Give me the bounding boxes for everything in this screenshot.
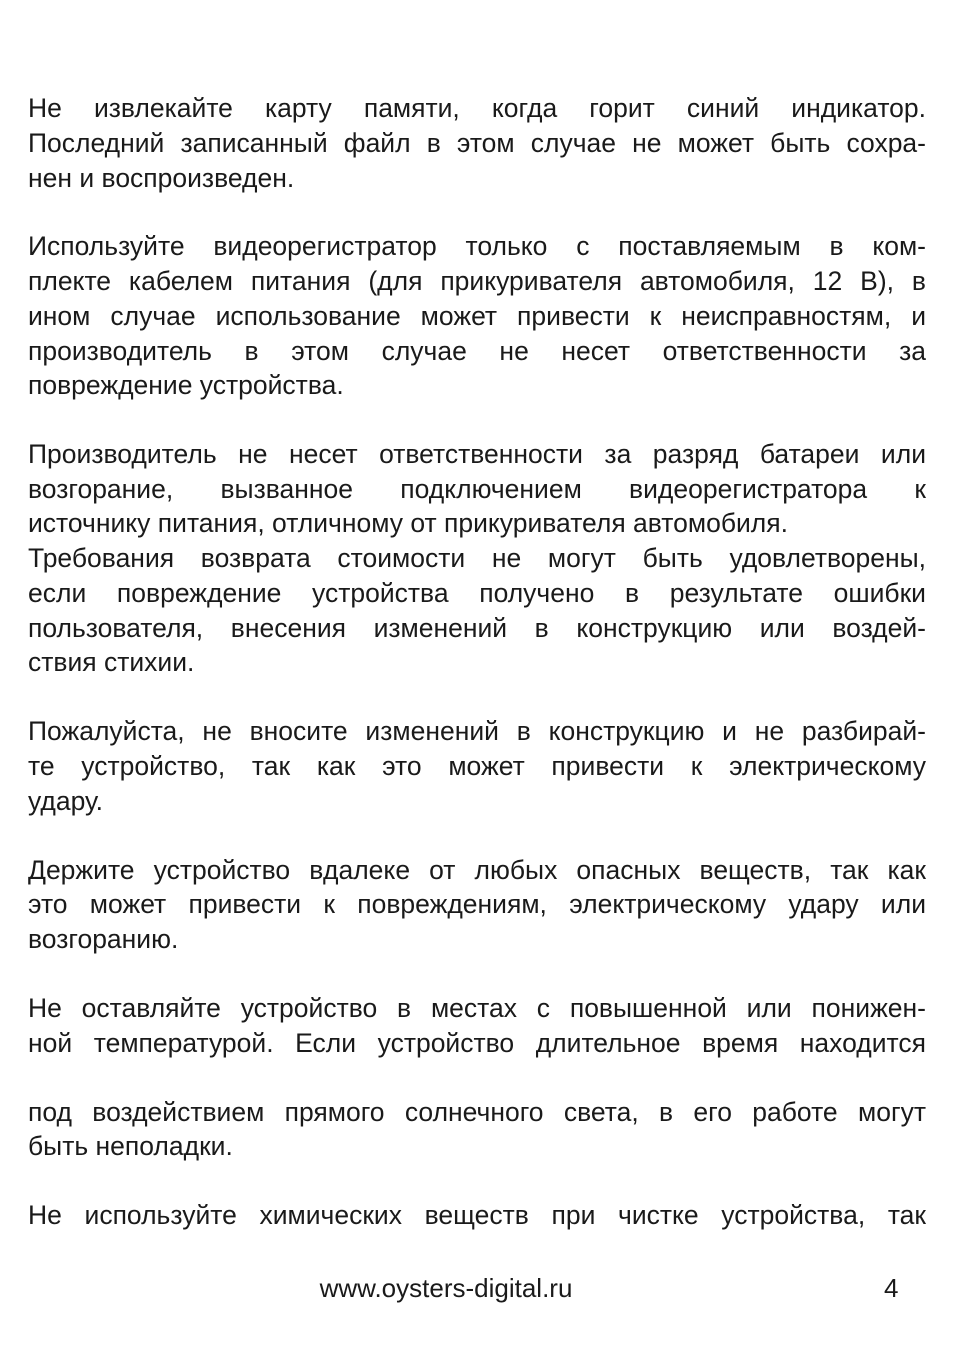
paragraph-1-line-3: нен и воспроизведен. xyxy=(28,163,295,193)
footer-website-url: www.oysters-digital.ru xyxy=(319,1273,573,1303)
paragraph-5-line-2: это может привести к повреждениям, электрическому удару или xyxy=(28,889,926,919)
paragraph-1-line-2: Последний записанный файл в этом случае не может быть сохра- xyxy=(28,128,926,158)
paragraph-6-line-2: ной температурой. Если устройство длительное время находится xyxy=(28,1028,926,1058)
paragraph-4-line-1: Пожалуйста, не вносите изменений в конструкцию и не разбирай- xyxy=(28,716,926,746)
paragraph-5-line-3: возгоранию. xyxy=(28,924,179,954)
paragraph-3-line-7: ствия стихии. xyxy=(28,647,195,677)
paragraph-2-line-2: плекте кабелем питания (для прикуривателя автомобиля, 12 В), в xyxy=(28,266,926,296)
paragraph-6-line-1: Не оставляйте устройство в местах с повышенной или понижен- xyxy=(28,993,926,1023)
paragraph-3-line-2: возгорание, вызванное подключением видеорегистратора к xyxy=(28,474,926,504)
paragraph-4-line-2: те устройство, так как это может привести к электрическому xyxy=(28,751,926,781)
paragraph-2-line-4: производитель в этом случае не несет ответственности за xyxy=(28,336,926,366)
paragraph-3-line-3: источнику питания, отличному от прикуривателя автомобиля. xyxy=(28,508,788,538)
page-number: 4 xyxy=(884,1273,899,1303)
paragraph-2-line-5: повреждение устройства. xyxy=(28,370,344,400)
paragraph-7-line-2: быть неполадки. xyxy=(28,1131,233,1161)
paragraph-3-line-5: если повреждение устройства получено в результате ошибки xyxy=(28,578,926,608)
paragraph-7-line-1: под воздействием прямого солнечного света, в его работе могут xyxy=(28,1097,926,1127)
paragraph-3-line-6: пользователя, внесения изменений в конструкцию или воздей- xyxy=(28,613,926,643)
paragraph-4-line-3: удару. xyxy=(28,786,103,816)
paragraph-2-line-3: ином случае использование может привести к неисправностям, и xyxy=(28,301,926,331)
paragraph-2-line-1: Используйте видеорегистратор только с поставляемым в ком- xyxy=(28,231,926,261)
paragraph-3-line-4: Требования возврата стоимости не могут быть удовлетворены, xyxy=(28,543,926,573)
paragraph-1-line-1: Не извлекайте карту памяти, когда горит синий индикатор. xyxy=(28,93,926,123)
paragraph-5-line-1: Держите устройство вдалеке от любых опасных веществ, так как xyxy=(28,855,926,885)
paragraph-8-line-1: Не используйте химических веществ при чистке устройства, так xyxy=(28,1200,926,1230)
paragraph-3-line-1: Производитель не несет ответственности за разряд батареи или xyxy=(28,439,926,469)
